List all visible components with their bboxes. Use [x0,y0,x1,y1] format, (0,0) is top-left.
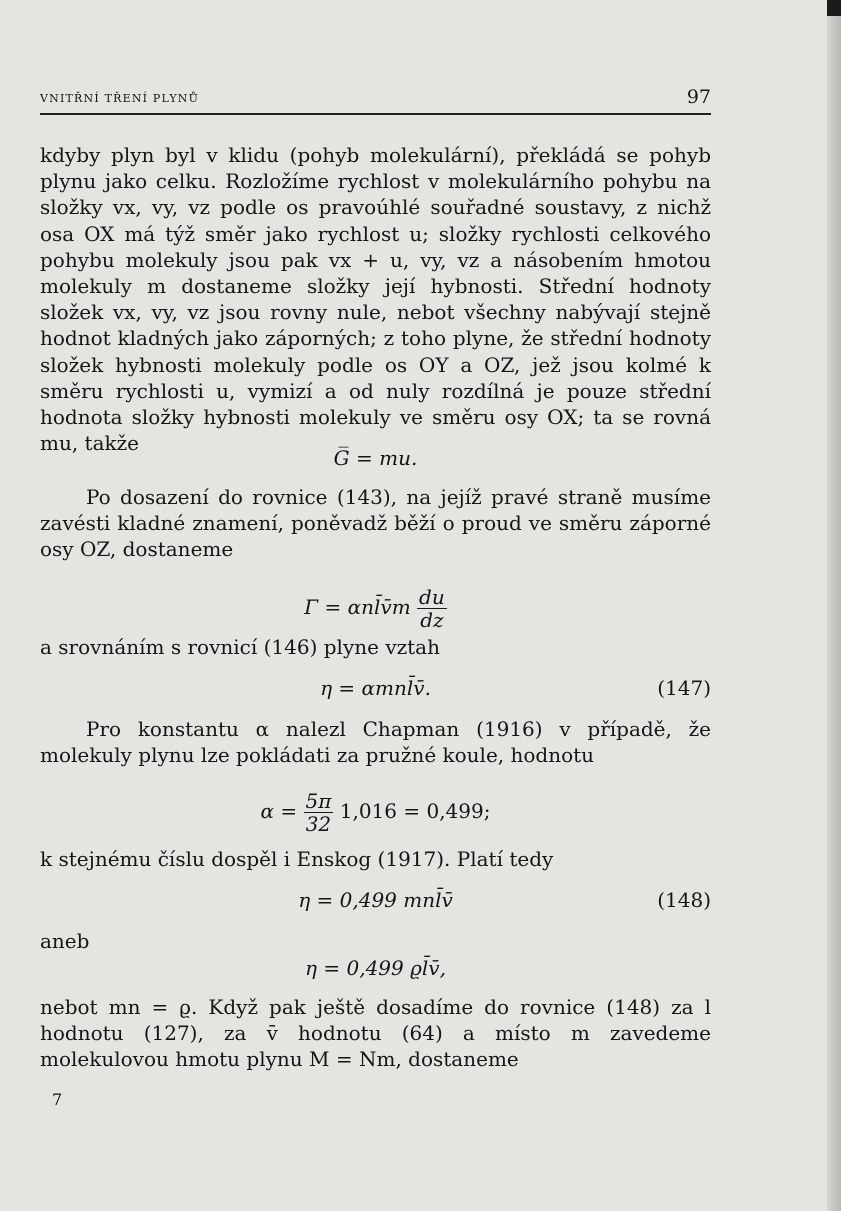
equation-4-denominator: 32 [305,812,332,836]
equation-2-body [40,586,711,631]
paragraph-6 [40,928,711,954]
paragraph-7 [40,994,711,1073]
paragraph-7-text: nebot mn = ϱ. Když pak ještě dosadíme do rovnice (148) za l hodnotu (127), za v̄ hodnotu (64) a místo m zavedeme molekulovou hmotu plynu M = Nm, dostaneme [40,995,711,1072]
page-number: 97 [686,86,711,108]
header-rule [40,113,711,115]
page-right-edge [827,0,841,1211]
equation-6 [40,956,711,996]
page-header [40,82,711,112]
equation-1-expression: G̅ = mu. [333,446,418,470]
running-head: VNITŘNÍ TŘENÍ PLYNŮ [40,92,200,105]
paragraph-6-text: aneb [40,929,90,953]
equation-3-number: (147) [657,676,711,700]
equation-3 [40,676,711,716]
equation-2 [40,578,711,634]
equation-6-expression: η = 0,499 ϱl̄v̄, [305,956,446,980]
page-top-corner [827,0,841,16]
paragraph-3-text: a srovnáním s rovnicí (146) plyne vztah [40,635,440,659]
paragraph-1 [40,142,711,456]
equation-3-expression: η = αmnl̄v̄. [320,676,431,700]
paragraph-2 [40,484,711,563]
equation-4-body [40,790,711,835]
paragraph-4-text: Pro konstantu α nalezl Chapman (1916) v případě, že molekuly plynu lze pokládati za pružné koule, hodnotu [40,717,711,768]
paragraph-3 [40,634,711,660]
equation-1 [40,446,711,486]
paragraph-5 [40,846,711,872]
equation-5-number: (148) [657,888,711,912]
equation-4-lhs: α = [260,799,298,823]
paragraph-5-text: k stejnému číslu dospěl i Enskog (1917). Platí tedy [40,847,554,871]
equation-2-fraction [417,586,447,631]
equation-2-numerator: du [419,585,445,609]
signature-mark: 7 [52,1090,63,1109]
equation-4-fraction [304,790,334,835]
equation-5-expression: η = 0,499 mnl̄v̄ [298,888,453,912]
paragraph-2-text: Po dosazení do rovnice (143), na jejíž pravé straně musíme zavésti kladné znamení, poněvadž běží o proud ve směru záporné osy OZ, dostaneme [40,485,711,562]
paragraph-4 [40,716,711,768]
equation-2-denominator: dz [420,608,444,632]
equation-4 [40,786,711,842]
equation-4-numerator: 5π [305,789,332,813]
equation-2-lhs: Γ = αnl̄v̄m [304,595,411,619]
equation-4-rhs: 1,016 = 0,499; [339,799,491,823]
equation-5 [40,888,711,928]
paragraph-1-text: kdyby plyn byl v klidu (pohyb molekulární), překládá se pohyb plynu jako celku. Rozložíme rychlost v molekulárního pohybu na složky vx, vy, vz podle os pravoúhlé souřadné soustavy, z nichž osa OX má týž směr jako rychlost u; složky rychlosti celkového pohybu molekuly jsou pak vx + u, vy, vz a násobením hmotou molekuly m dostaneme složky její hybnosti. Střední hodnoty složek vx, vy, vz jsou rovny nule, nebot všechny nabývají stejně hodnot kladných jako záporných; z toho plyne, že střední hodnoty složek hybnosti molekuly podle os OY a OZ, jež jsou kolmé k směru rychlosti u, vymizí a od nuly rozdílná je pouze střední hodnota složky hybnosti molekuly ve směru osy OX; ta se rovná mu, takže [40,143,711,456]
